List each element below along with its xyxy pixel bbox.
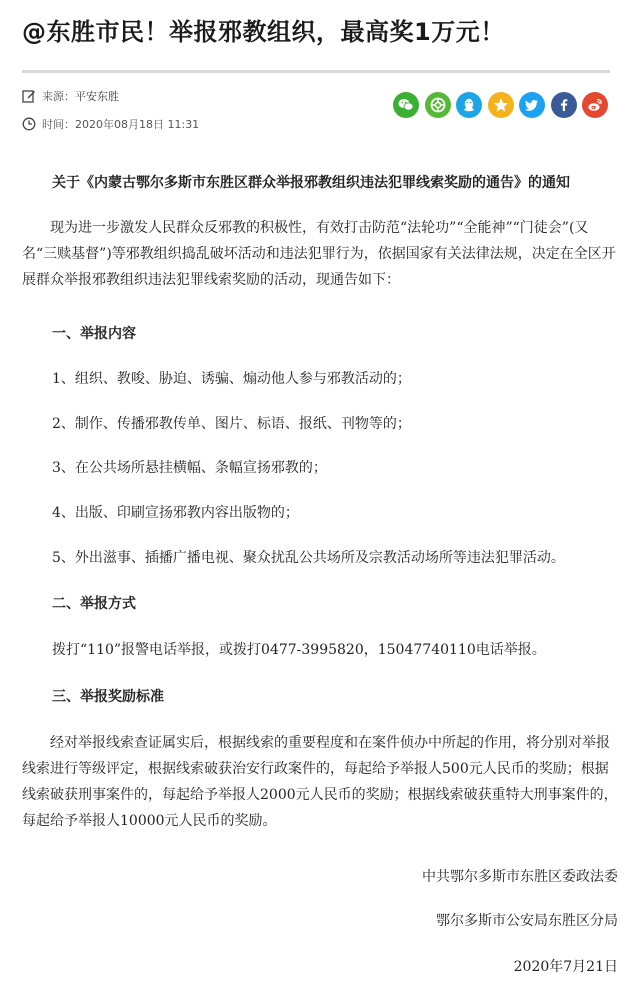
qzone-star-icon bbox=[492, 96, 510, 114]
notice-subtitle: 关于《内蒙古鄂尔多斯市东胜区群众举报邪教组织违法犯罪线索奖励的通告》的通知 bbox=[52, 175, 570, 191]
share-facebook-button[interactable] bbox=[551, 92, 577, 118]
facebook-icon bbox=[555, 96, 573, 114]
section-heading: 三、举报奖励标准 bbox=[52, 689, 164, 705]
list-item: 3、在公共场所悬挂横幅、条幅宣扬邪教的； bbox=[52, 460, 327, 476]
share-wechat-button[interactable] bbox=[393, 92, 419, 118]
share-weibo-button[interactable] bbox=[582, 92, 608, 118]
twitter-icon bbox=[523, 96, 541, 114]
share-twitter-button[interactable] bbox=[519, 92, 545, 118]
share-qzone-button[interactable] bbox=[488, 92, 514, 118]
title-divider bbox=[22, 70, 610, 73]
source-label: 来源： bbox=[42, 90, 75, 103]
section-heading: 二、举报方式 bbox=[52, 596, 136, 612]
section-heading: 一、举报内容 bbox=[52, 326, 136, 342]
source-value[interactable]: 平安东胜 bbox=[75, 90, 119, 103]
wechat-icon bbox=[397, 96, 415, 114]
clock-icon bbox=[22, 117, 36, 131]
report-method-text: 拨打“110”报警电话举报，或拨打0477-3995820，15047740110电话举报。 bbox=[52, 642, 546, 658]
list-item: 5、外出滋事、插播广播电视、聚众扰乱公共场所及宗教活动场所等违法犯罪活动。 bbox=[52, 550, 565, 566]
list-item: 4、出版、印刷宣扬邪教内容出版物的； bbox=[52, 505, 299, 521]
qq-icon bbox=[460, 96, 478, 114]
share-qq-button[interactable] bbox=[456, 92, 482, 118]
time-label: 时间： bbox=[42, 118, 75, 131]
article-title: @东胜市民！举报邪教组织，最高奖1万元！ bbox=[22, 18, 505, 46]
list-item: 1、组织、教唆、胁迫、诱骗、煽动他人参与邪教活动的； bbox=[52, 371, 411, 387]
signature-line: 鄂尔多斯市公安局东胜区分局 bbox=[436, 913, 618, 929]
article-source bbox=[22, 88, 119, 104]
time-value: 2020年08月18日 11:31 bbox=[75, 118, 200, 131]
weibo-icon bbox=[586, 96, 604, 114]
list-item: 2、制作、传播邪教传单、图片、标语、报纸、刊物等的； bbox=[52, 416, 411, 432]
share-bar bbox=[393, 92, 608, 118]
edit-icon bbox=[22, 89, 36, 103]
intro-paragraph: 现为进一步激发人民群众反邪教的积极性，有效打击防范“法轮功”“全能神”“门徒会”(又名“三赎基督”)等邪教组织捣乱破坏活动和违法犯罪行为，依据国家有关法律法规，决定在全区开展群众举报邪教组织违法犯罪线索奖励的活动，现通告如下： bbox=[22, 220, 616, 288]
article-time bbox=[22, 116, 199, 132]
share-moments-button[interactable] bbox=[425, 92, 451, 118]
moments-icon bbox=[429, 96, 447, 114]
signature-line: 中共鄂尔多斯市东胜区委政法委 bbox=[422, 869, 618, 885]
signature-date: 2020年7月21日 bbox=[513, 959, 618, 975]
reward-paragraph: 经对举报线索查证属实后，根据线索的重要程度和在案件侦办中所起的作用，将分别对举报线索进行等级评定，根据线索破获治安行政案件的，每起给予举报人500元人民币的奖励；根据线索破获刑事案件的，每起给予举报人2000元人民币的奖励；根据线索破获重特大刑事案件的，每起给予举报人10000元人民币的奖励。 bbox=[22, 735, 618, 829]
